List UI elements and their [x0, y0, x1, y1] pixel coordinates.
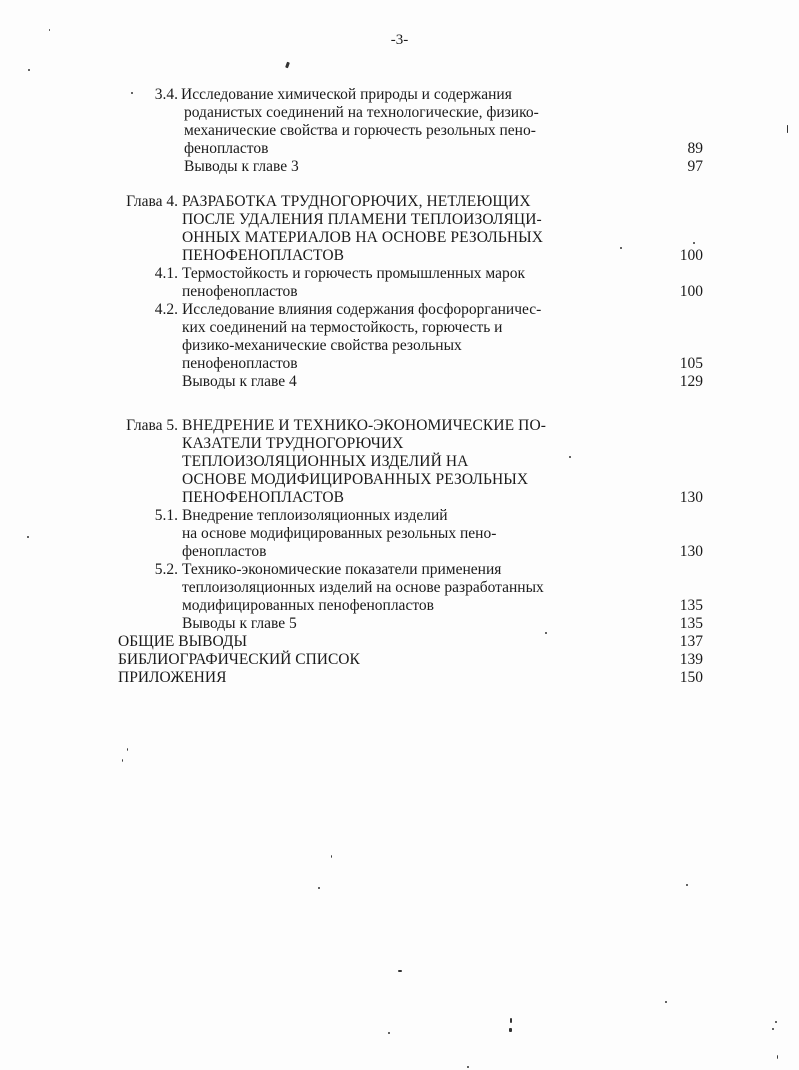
toc-page-number: 100 — [679, 283, 703, 300]
toc-entry-3-4 — [0, 86, 799, 158]
toc-entry-text: фенопластов — [184, 140, 269, 157]
toc-entry-number: 4.2. — [154, 301, 178, 318]
toc-entry-text: физико-механические свойства резольных — [182, 337, 462, 354]
toc-entry-4-2 — [0, 301, 799, 373]
toc-entry-number: 3.4. — [154, 86, 178, 103]
toc-page-number: 137 — [679, 633, 703, 650]
toc-entry-text: пенофенопластов — [182, 283, 298, 300]
toc-entry-number: 5.1. — [154, 507, 178, 524]
toc-entry-appendices — [0, 669, 799, 687]
toc-entry-text: ких соединений на термостойкость, горючесть и — [182, 319, 503, 336]
toc-page-number: 129 — [679, 373, 703, 390]
toc-entry-text: ПЕНОФЕНОПЛАСТОВ — [182, 247, 345, 264]
toc-entry-4-1 — [0, 265, 799, 301]
toc-entry-conclusions-5 — [0, 615, 799, 633]
toc-entry-text: Исследование химической природы и содержания — [181, 86, 512, 103]
toc-entry-number: 5.2. — [154, 561, 178, 578]
toc-page-number: 97 — [687, 158, 703, 175]
toc-entry-text: теплоизоляционных изделий на основе разработанных — [182, 579, 544, 596]
toc-page-number: 130 — [679, 489, 703, 506]
toc-entry-text: ОННЫХ МАТЕРИАЛОВ НА ОСНОВЕ РЕЗОЛЬНЫХ — [182, 229, 544, 246]
toc-entry-5-2 — [0, 561, 799, 615]
toc-entry-text: КАЗАТЕЛИ ТРУДНОГОРЮЧИХ — [182, 435, 404, 452]
toc-entry-general-conclusions — [0, 633, 799, 651]
toc-entry-conclusions-3 — [0, 158, 799, 176]
toc-entry-text: Технико-экономические показатели применения — [182, 561, 502, 578]
toc-page-number: 135 — [679, 597, 703, 614]
toc-page-number: 150 — [679, 669, 703, 686]
toc-entry-text: Выводы к главе 4 — [182, 373, 297, 390]
toc-entry-bibliography — [0, 651, 799, 669]
toc-entry-chapter-4 — [0, 193, 799, 265]
page-number: -3- — [390, 32, 409, 48]
toc-entry-text: на основе модифицированных резольных пено- — [182, 525, 497, 542]
toc-page-number: 139 — [679, 651, 703, 668]
toc-entry-text: ПОСЛЕ УДАЛЕНИЯ ПЛАМЕНИ ТЕПЛОИЗОЛЯЦИ- — [182, 211, 542, 228]
toc-entry-text: механические свойства и горючесть резольных пено- — [184, 122, 536, 139]
toc-entry-text: РАЗРАБОТКА ТРУДНОГОРЮЧИХ, НЕТЛЕЮЩИХ — [182, 193, 531, 210]
toc-page-number: 100 — [679, 247, 703, 264]
toc-entry-text: ПРИЛОЖЕНИЯ — [118, 669, 227, 686]
table-of-contents — [0, 86, 799, 687]
toc-entry-text: БИБЛИОГРАФИЧЕСКИЙ СПИСОК — [118, 651, 360, 668]
toc-entry-text: ОСНОВЕ МОДИФИЦИРОВАННЫХ РЕЗОЛЬНЫХ — [182, 471, 529, 488]
toc-entry-conclusions-4 — [0, 373, 799, 391]
toc-entry-chapter-5 — [0, 417, 799, 507]
toc-entry-text: фенопластов — [182, 543, 267, 560]
toc-entry-text: ОБЩИЕ ВЫВОДЫ — [118, 633, 247, 650]
toc-chapter-label: Глава 5. — [126, 417, 178, 434]
toc-entry-text: Внедрение теплоизоляционных изделий — [182, 507, 448, 524]
toc-entry-text: модифицированных пенофенопластов — [182, 597, 434, 614]
toc-entry-5-1 — [0, 507, 799, 561]
toc-entry-text: ТЕПЛОИЗОЛЯЦИОННЫХ ИЗДЕЛИЙ НА — [182, 453, 469, 470]
toc-chapter-label: Глава 4. — [126, 193, 178, 210]
toc-entry-text: Исследование влияния содержания фосфорорганичес- — [182, 301, 542, 318]
toc-entry-number: 4.1. — [154, 265, 178, 282]
toc-entry-text: ПЕНОФЕНОПЛАСТОВ — [182, 489, 345, 506]
toc-page-number: 130 — [679, 543, 703, 560]
toc-page-number: 89 — [687, 140, 703, 157]
toc-entry-text: Термостойкость и горючесть промышленных марок — [182, 265, 525, 282]
toc-page-number: 105 — [679, 355, 703, 372]
toc-entry-text: Выводы к главе 3 — [184, 158, 299, 175]
toc-entry-text: Выводы к главе 5 — [182, 615, 297, 632]
toc-entry-text: пенофенопластов — [182, 355, 298, 372]
toc-entry-text: ВНЕДРЕНИЕ И ТЕХНИКО-ЭКОНОМИЧЕСКИЕ ПО- — [182, 417, 547, 434]
toc-page-number: 135 — [679, 615, 703, 632]
toc-entry-text: роданистых соединений на технологические, физико- — [184, 104, 539, 121]
